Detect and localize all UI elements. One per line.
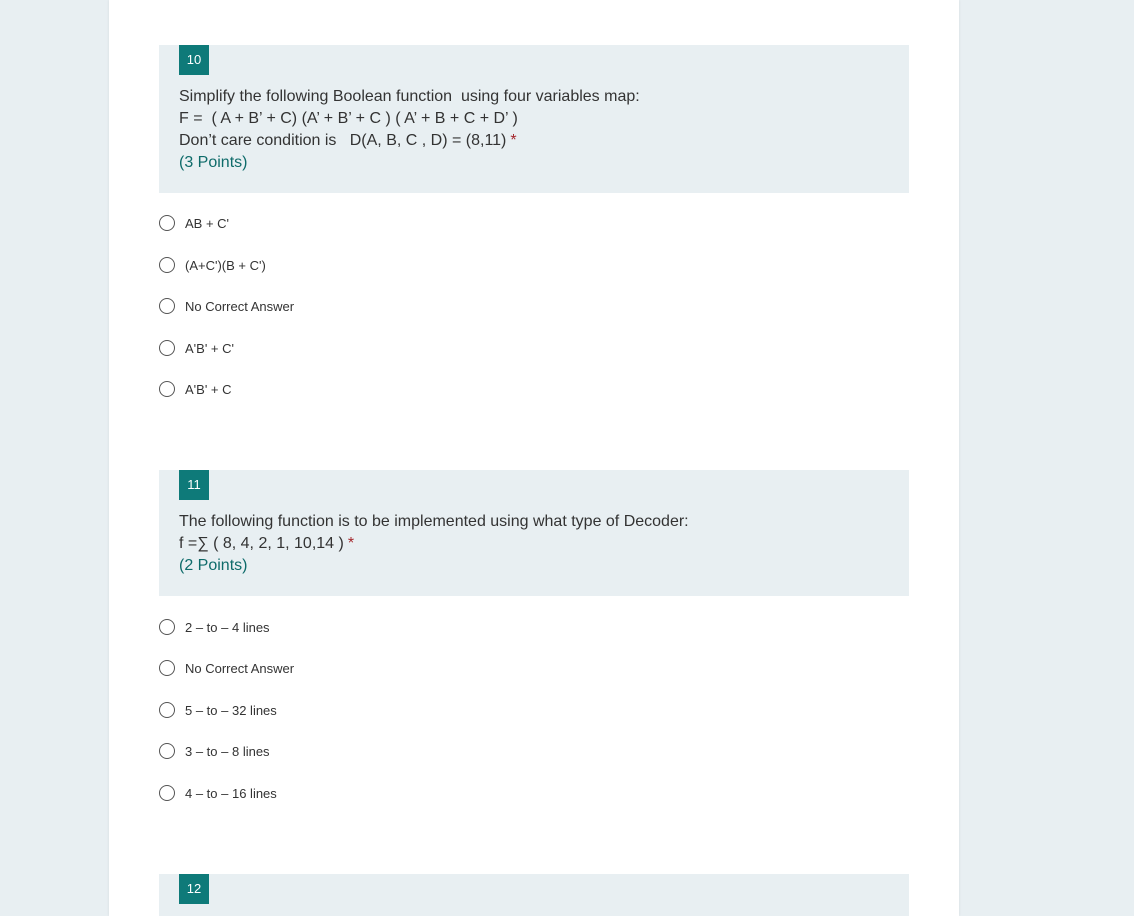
required-asterisk: * <box>510 132 517 149</box>
radio-button[interactable] <box>159 785 175 801</box>
option-label: 5 – to – 32 lines <box>185 702 277 718</box>
option-q11-2[interactable] <box>159 656 294 680</box>
radio-button[interactable] <box>159 702 175 718</box>
radio-button[interactable] <box>159 215 175 231</box>
option-label: (A+C')(B + C') <box>185 257 266 273</box>
question-points: (3 Points) <box>179 154 248 171</box>
option-label: AB + C' <box>185 215 230 231</box>
question-10-text <box>179 86 640 174</box>
question-points: (2 Points) <box>179 557 248 574</box>
option-q11-5[interactable] <box>159 781 277 805</box>
radio-button[interactable] <box>159 381 175 397</box>
option-q11-3[interactable] <box>159 698 277 722</box>
option-q10-5[interactable] <box>159 377 232 401</box>
question-number-badge: 10 <box>179 45 209 75</box>
option-q10-3[interactable] <box>159 294 294 318</box>
option-q10-1[interactable] <box>159 211 229 235</box>
option-label: 4 – to – 16 lines <box>185 785 277 801</box>
question-number-badge: 11 <box>179 470 209 500</box>
option-q10-4[interactable] <box>159 336 234 360</box>
question-12-header <box>159 874 909 916</box>
radio-button[interactable] <box>159 340 175 356</box>
radio-button[interactable] <box>159 257 175 273</box>
option-q11-1[interactable] <box>159 615 270 639</box>
option-label: A'B' + C' <box>185 340 234 356</box>
question-line: f =∑ ( 8, 4, 2, 1, 10,14 ) <box>179 535 344 552</box>
radio-button[interactable] <box>159 743 175 759</box>
option-label: A'B' + C <box>185 381 232 397</box>
form-card <box>109 0 959 916</box>
question-10-header <box>159 45 909 193</box>
option-q11-4[interactable] <box>159 739 270 763</box>
radio-button[interactable] <box>159 660 175 676</box>
option-q10-2[interactable] <box>159 253 266 277</box>
option-label: No Correct Answer <box>185 298 295 314</box>
option-label: No Correct Answer <box>185 660 295 676</box>
option-label: 3 – to – 8 lines <box>185 743 270 759</box>
radio-button[interactable] <box>159 298 175 314</box>
question-line: Simplify the following Boolean function using four variables map: <box>179 88 640 105</box>
question-number-badge: 12 <box>179 874 209 904</box>
question-line: The following function is to be implemented using what type of Decoder: <box>179 513 689 530</box>
question-line: Don’t care condition is D(A, B, C , D) = (8,11) <box>179 132 507 149</box>
option-label: 2 – to – 4 lines <box>185 619 270 635</box>
radio-button[interactable] <box>159 619 175 635</box>
question-11-header <box>159 470 909 596</box>
question-11-text <box>179 511 689 577</box>
required-asterisk: * <box>347 535 355 552</box>
question-line: F = ( A + B’ + C) (A’ + B’ + C ) ( A’ + B + C + D’ ) <box>179 110 518 127</box>
